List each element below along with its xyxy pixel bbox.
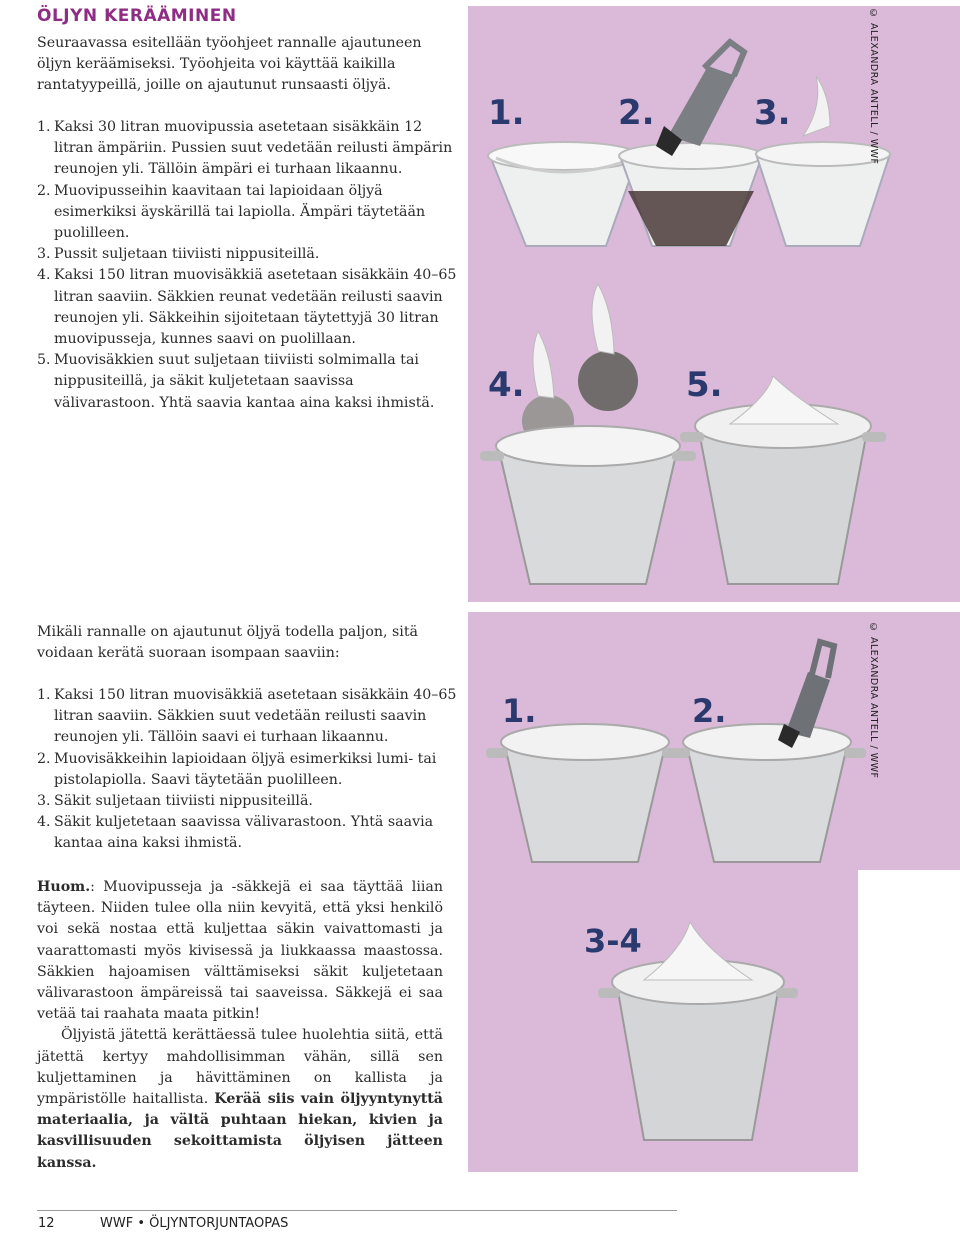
photo-credit: © ALEXANDRA ANTELL / WWF — [868, 622, 879, 779]
publication-name: WWF • ÖLJYNTORJUNTAOPAS — [100, 1216, 289, 1231]
step-label: 1. — [488, 93, 525, 133]
list-item: 1. Kaksi 30 litran muovipussia asetetaan sisäkkäin 12 litran ämpäriin. Pussien suut vedetään reilusti ämpärin reunojen yli. Tällöin ämpäri ei turhaan likaannu. — [37, 119, 453, 178]
large-tub-steps — [37, 685, 457, 855]
tub-icon — [480, 426, 696, 584]
note-paragraph: Huom.: Muovipusseja ja -säkkejä ei saa täyttää liian täyteen. Niiden tulee olla niin kevyitä, että yksi henkilö voi sekä nostaa että kuljettaa säkin vaivattomasti ja vaarattomasti myös kivisessä ja liukkaassa maastossa. Säkkien hajoamisen välttämiseksi säkit kuljetetaan välivarastoon ämpäreissä tai saaveissa. Säkkejä ei saa vetää tai raahata maata pitkin! Öljyistä jätettä kerättäessä tulee huolehtia siitä, että jätettä kertyy mahdollisimman vähän, sillä sen kuljettaminen ja hävittäminen on kallista ja ympäristölle haitallista. Kerää siis vain öljyyntynyttä materiaalia, ja vältä puhtaan hiekan, kivien ja kasvillisuuden sekoittamista öljyisen jätteen kanssa. — [37, 879, 443, 1171]
page-title: ÖLJYN KERÄÄMINEN — [37, 6, 237, 26]
note-emphasis: Kerää siis vain öljyyntynyttä materiaalia, ja vältä puhtaan hiekan, kivien ja kasvillisuuden sekoittamista öljyisen jätteen kanssa. — [37, 1091, 443, 1171]
step-label: 3-4 — [584, 922, 642, 960]
list-item: 5. Muovisäkkien suut suljetaan tiiviisti solmimalla tai nippusiteillä, ja säkit kuljetetaan saavissa välivarastoon. Yhtä saavia kantaa aina kaksi ihmistä. — [37, 352, 435, 411]
bucket-icon — [488, 142, 640, 246]
step-label: 3. — [754, 93, 791, 133]
footer-divider — [37, 1210, 677, 1211]
step-label: 4. — [488, 365, 525, 405]
step-label: 5. — [686, 365, 723, 405]
illustration-panel-large-tubs — [468, 612, 960, 870]
illustration-panel-small-buckets — [468, 6, 960, 602]
tub-icon — [668, 724, 866, 862]
list-item: 2. Muovipusseihin kaavitaan tai lapioidaan öljyä esimerkiksi äyskärillä tai lapiolla. Ämpäri täytetään puolilleen. — [37, 182, 426, 242]
step-label: 2. — [692, 692, 727, 730]
page-number: 12 — [38, 1216, 55, 1231]
tub-icon — [680, 376, 886, 584]
step-label: 2. — [618, 93, 655, 133]
bag-icon — [522, 284, 638, 447]
scoop-icon — [656, 42, 744, 156]
list-item: 1. Kaksi 150 litran muovisäkkiä asetetaan sisäkkäin 40–65 litran saaviin. Säkkien suut vedetään reilusti saavin reunojen yli. Tällöin saavi ei turhaan likaannu. — [37, 687, 457, 746]
intro-paragraph: Seuraavassa esitellään työohjeet rannalle ajautuneen öljyn keräämiseksi. Työohjeita voi käyttää kaikilla rantatyypeillä, joille on ajautunut runsaasti öljyä. — [37, 35, 422, 94]
list-item: 4. Kaksi 150 litran muovisäkkiä asetetaan sisäkkäin 40–65 litran saaviin. Säkkien reunat vedetään reilusti saavin reunojen yli. Säkkeihin sijoitetaan täytettyjä 30 litran muovipusseja, kunnes saavi on puolillaan. — [37, 267, 457, 348]
bucket-icon — [619, 143, 763, 246]
step-label: 1. — [502, 692, 537, 730]
list-item: 4. Säkit kuljetetaan saavissa välivarastoon. Yhtä saavia kantaa aina kaksi ihmistä. — [37, 814, 434, 852]
list-item: 2. Muovisäkkeihin lapioidaan öljyä esimerkiksi lumi- tai pistolapiolla. Saavi täytetään puolilleen. — [37, 750, 437, 788]
list-item: 3. Säkit suljetaan tiiviisti nippusiteillä. — [37, 793, 313, 810]
note-label: Huom. — [37, 879, 91, 895]
tub-icon — [486, 724, 684, 862]
illustration-panel-closed-tub — [468, 870, 858, 1172]
small-bucket-steps — [37, 117, 457, 414]
list-item: 3. Pussit suljetaan tiiviisti nippusiteillä. — [37, 246, 320, 263]
large-tub-intro: Mikäli rannalle on ajautunut öljyä todella paljon, sitä voidaan kerätä suoraan isompaan saaviin: — [37, 624, 419, 662]
photo-credit: © ALEXANDRA ANTELL / WWF — [868, 8, 879, 165]
